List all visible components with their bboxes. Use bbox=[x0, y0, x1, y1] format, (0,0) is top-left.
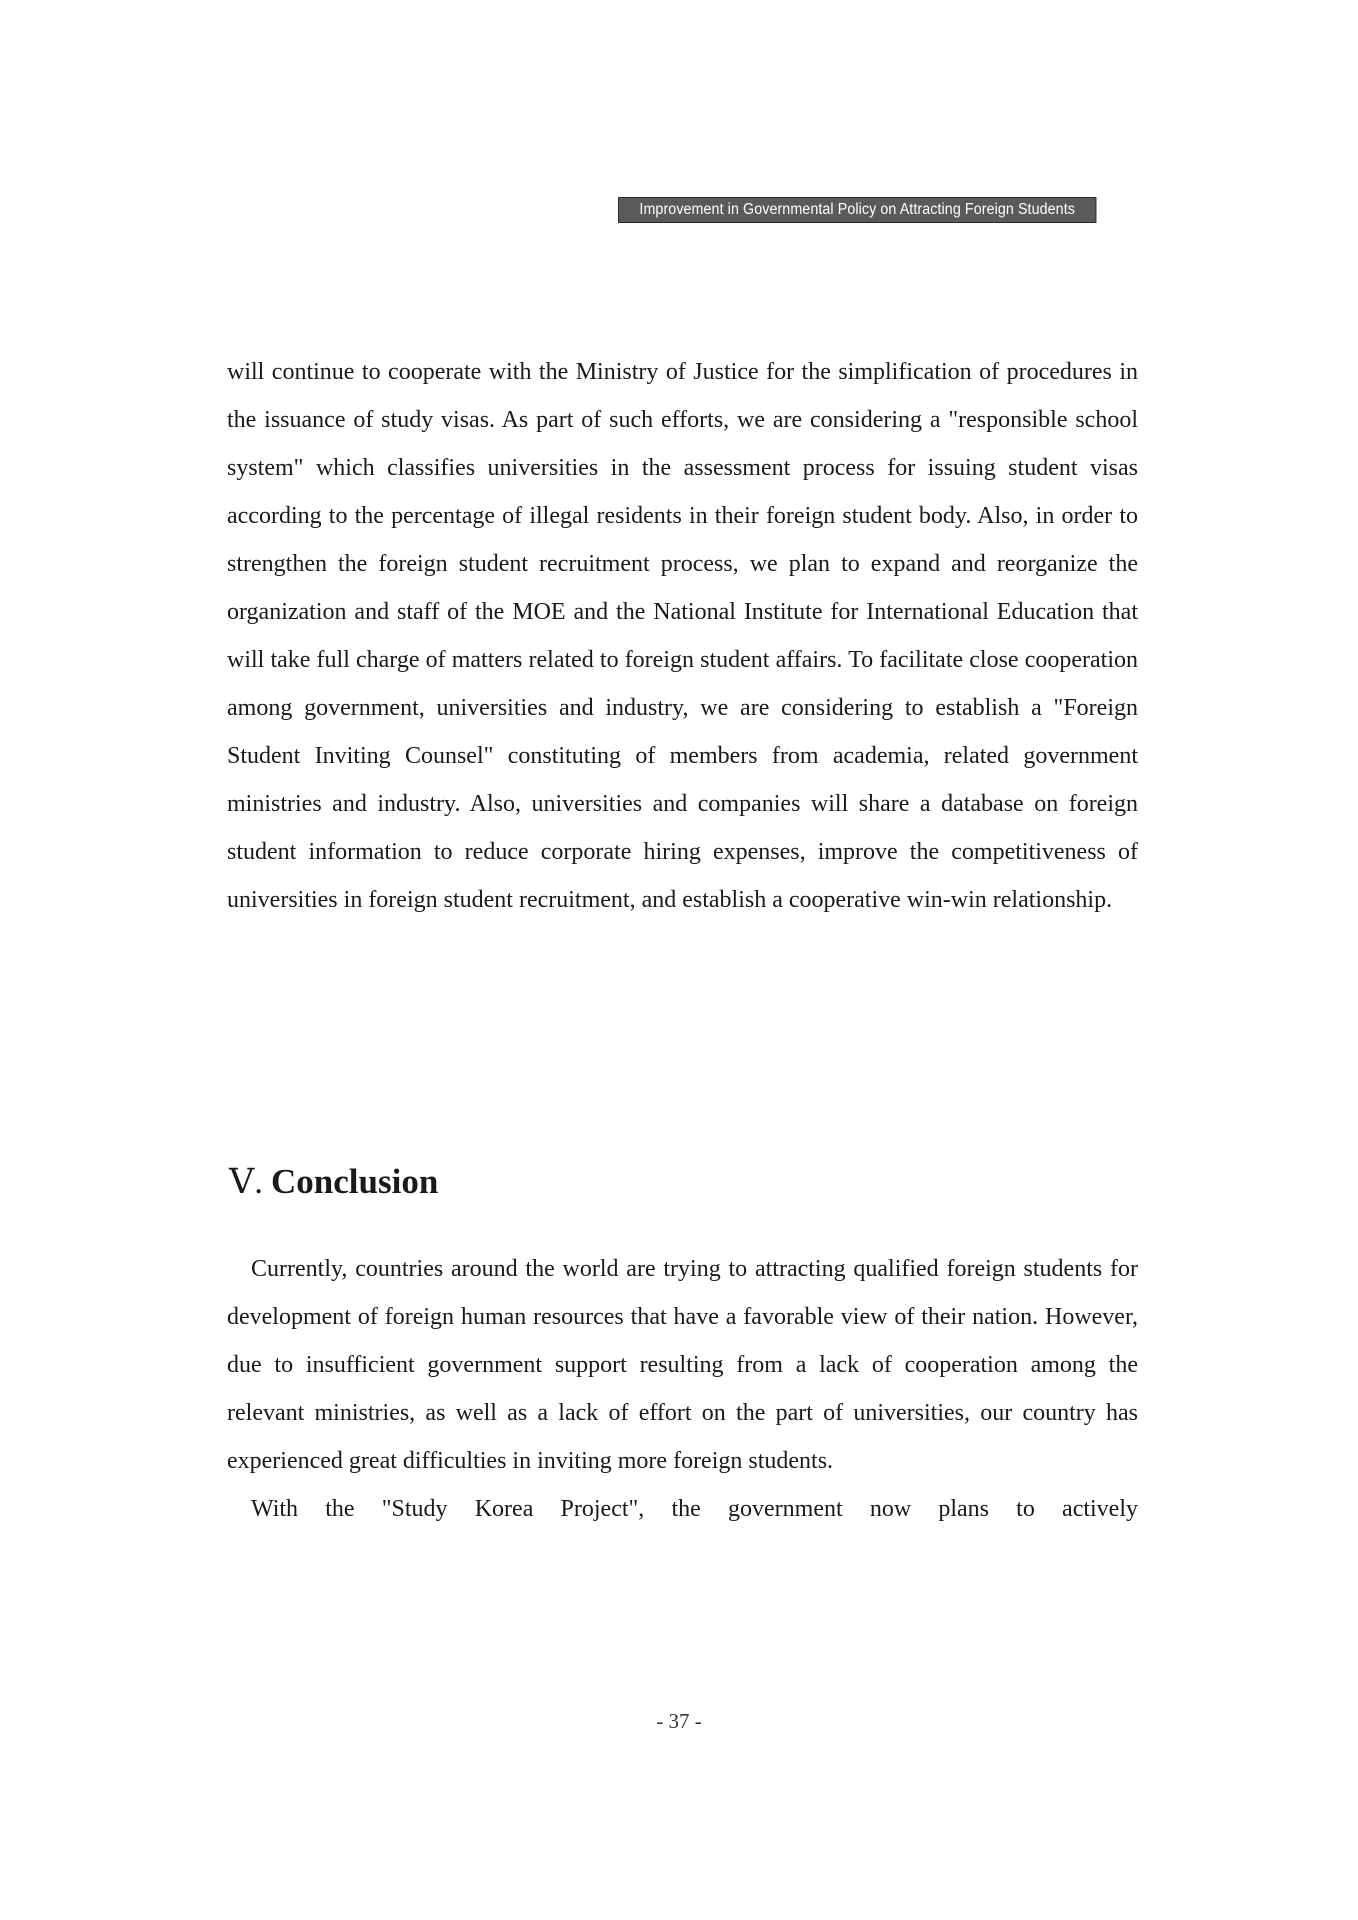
conclusion-text bbox=[227, 1245, 1138, 1533]
paragraph: will continue to cooperate with the Ministry of Justice for the simplification of procedures in the issuance of study visas. As part of such efforts, we are considering a "responsible school system" which classifies universities in the assessment process for issuing student visas according to the percentage of illegal residents in their foreign student body. Also, in order to strengthen the foreign student recruitment process, we plan to expand and reorganize the organization and staff of the MOE and the National Institute for International Education that will take full charge of matters related to foreign student affairs. To facilitate close cooperation among government, universities and industry, we are considering to establish a "Foreign Student Inviting Counsel" constituting of members from academia, related government ministries and industry. Also, universities and companies will share a database on foreign student information to reduce corporate hiring expenses, improve the competitiveness of universities in foreign student recruitment, and establish a cooperative win-win relationship. bbox=[227, 359, 1138, 913]
section-title: Conclusion bbox=[271, 1162, 439, 1201]
paragraph: With the "Study Korea Project", the government now plans to actively bbox=[251, 1496, 1138, 1522]
section-number: Ⅴ. bbox=[229, 1162, 264, 1201]
body-text-continued bbox=[227, 348, 1138, 924]
running-header-title: Improvement in Governmental Policy on Attracting Foreign Students bbox=[639, 201, 1075, 218]
paragraph: Currently, countries around the world are trying to attracting qualified foreign students for development of foreign human resources that have a favorable view of their nation. However, due to insufficient government support resulting from a lack of cooperation among the relevant ministries, as well as a lack of effort on the part of universities, our country has experienced great difficulties in inviting more foreign students. bbox=[227, 1256, 1138, 1474]
running-header bbox=[618, 197, 1096, 223]
section-heading bbox=[229, 1157, 438, 1207]
page-number: - 37 - bbox=[656, 1709, 702, 1733]
